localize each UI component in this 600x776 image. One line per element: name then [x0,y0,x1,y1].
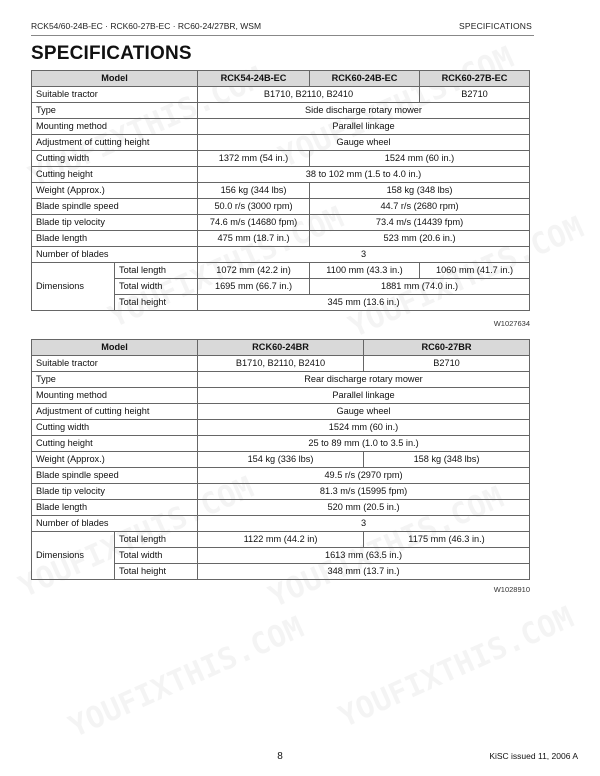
row-label: Blade spindle speed [32,468,198,484]
row-label: Weight (Approx.) [32,452,198,468]
cell-value: 475 mm (18.7 in.) [198,231,310,247]
cell-value: 44.7 r/s (2680 rpm) [310,199,530,215]
cell-value: Parallel linkage [198,388,530,404]
cell-value: 81.3 m/s (15995 fpm) [198,484,530,500]
cell-value: 1695 mm (66.7 in.) [198,279,310,295]
cell-value: B2710 [420,87,530,103]
row-label: Cutting width [32,420,198,436]
cell-value: 3 [198,247,530,263]
table-header-row [32,71,530,87]
row-label: Total width [115,548,198,564]
row-label: Mounting method [32,388,198,404]
cell-value: 520 mm (20.5 in.) [198,500,530,516]
row-label: Number of blades [32,247,198,263]
row-label: Adjustment of cutting height [32,404,198,420]
cell-value: 73.4 m/s (14439 fpm) [310,215,530,231]
cell-value: B1710, B2110, B2410 [198,87,420,103]
page-number: 8 [277,751,283,762]
cell-value: B2710 [364,356,530,372]
row-label: Mounting method [32,119,198,135]
spec-table-side-discharge [31,70,530,311]
dimensions-label: Dimensions [32,263,115,311]
table-row [32,215,530,231]
cell-value: 1072 mm (42.2 in) [198,263,310,279]
row-label: Blade length [32,231,198,247]
reference-code: W1028910 [493,585,530,594]
model-column-header: RCK60-24B-EC [310,71,420,87]
model-header: Model [32,71,198,87]
cell-value: B1710, B2110, B2410 [198,356,364,372]
cell-value: 49.5 r/s (2970 rpm) [198,468,530,484]
row-label: Weight (Approx.) [32,183,198,199]
cell-value: 1524 mm (60 in.) [198,420,530,436]
table-row [32,119,530,135]
cell-value: 1100 mm (43.3 in.) [310,263,420,279]
cell-value: Gauge wheel [198,404,530,420]
reference-code: W1027634 [493,319,530,328]
table-row [32,436,530,452]
model-column-header: RCK60-27B-EC [420,71,530,87]
table-row [32,135,530,151]
watermark [64,610,309,745]
table-row [32,263,530,279]
row-label: Adjustment of cutting height [32,135,198,151]
row-label: Blade tip velocity [32,215,198,231]
table-row [32,247,530,263]
row-label: Total length [115,263,198,279]
cell-value: 1060 mm (41.7 in.) [420,263,530,279]
header-divider [31,35,534,36]
row-label: Total width [115,279,198,295]
cell-value: Side discharge rotary mower [198,103,530,119]
cell-value: 348 mm (13.7 in.) [198,564,530,580]
row-label: Type [32,372,198,388]
row-label: Total height [115,564,198,580]
cell-value: 25 to 89 mm (1.0 to 3.5 in.) [198,436,530,452]
table-header-row [32,340,530,356]
table-row [32,420,530,436]
table-row [32,452,530,468]
header-models-line: RCK54/60-24B-EC · RCK60-27B-EC · RC60-24/27BR, WSM [31,21,262,31]
cell-value: 1372 mm (54 in.) [198,151,310,167]
model-column-header: RC60-27BR [364,340,530,356]
table-row [32,516,530,532]
table-row [32,167,530,183]
cell-value: 1613 mm (63.5 in.) [198,548,530,564]
table-row [32,87,530,103]
table-row [32,388,530,404]
table-row [32,500,530,516]
row-label: Blade length [32,500,198,516]
model-header: Model [32,340,198,356]
row-label: Cutting height [32,167,198,183]
cell-value: 1122 mm (44.2 in) [198,532,364,548]
table-row [32,484,530,500]
cell-value: 345 mm (13.6 in.) [198,295,530,311]
cell-value: Parallel linkage [198,119,530,135]
cell-value: 1175 mm (46.3 in.) [364,532,530,548]
cell-value: 74.6 m/s (14680 fpm) [198,215,310,231]
cell-value: 158 kg (348 lbs) [364,452,530,468]
watermark [334,600,579,735]
cell-value: Rear discharge rotary mower [198,372,530,388]
cell-value: 523 mm (20.6 in.) [310,231,530,247]
row-label: Blade spindle speed [32,199,198,215]
model-column-header: RCK60-24BR [198,340,364,356]
cell-value: 1524 mm (60 in.) [310,151,530,167]
table-row [32,103,530,119]
row-label: Cutting height [32,436,198,452]
row-label: Suitable tractor [32,87,198,103]
cell-value: 158 kg (348 lbs) [310,183,530,199]
table-row [32,404,530,420]
cell-value: 1881 mm (74.0 in.) [310,279,530,295]
table-row [32,356,530,372]
header-section-name: SPECIFICATIONS [458,21,532,31]
issue-note: KiSC issued 11, 2006 A [489,751,578,761]
table-row [32,199,530,215]
cell-value: 156 kg (344 lbs) [198,183,310,199]
cell-value: 50.0 r/s (3000 rpm) [198,199,310,215]
row-label: Total length [115,532,198,548]
table-row [32,468,530,484]
table-row [32,231,530,247]
cell-value: Gauge wheel [198,135,530,151]
table-row [32,532,530,548]
spec-table-rear-discharge [31,339,530,580]
row-label: Number of blades [32,516,198,532]
row-label: Blade tip velocity [32,484,198,500]
table-row [32,151,530,167]
model-column-header: RCK54-24B-EC [198,71,310,87]
table-row [32,183,530,199]
cell-value: 3 [198,516,530,532]
cell-value: 154 kg (336 lbs) [198,452,364,468]
cell-value: 38 to 102 mm (1.5 to 4.0 in.) [198,167,530,183]
dimensions-label: Dimensions [32,532,115,580]
table-row [32,372,530,388]
page-title: SPECIFICATIONS [31,43,192,64]
row-label: Total height [115,295,198,311]
row-label: Type [32,103,198,119]
row-label: Suitable tractor [32,356,198,372]
row-label: Cutting width [32,151,198,167]
